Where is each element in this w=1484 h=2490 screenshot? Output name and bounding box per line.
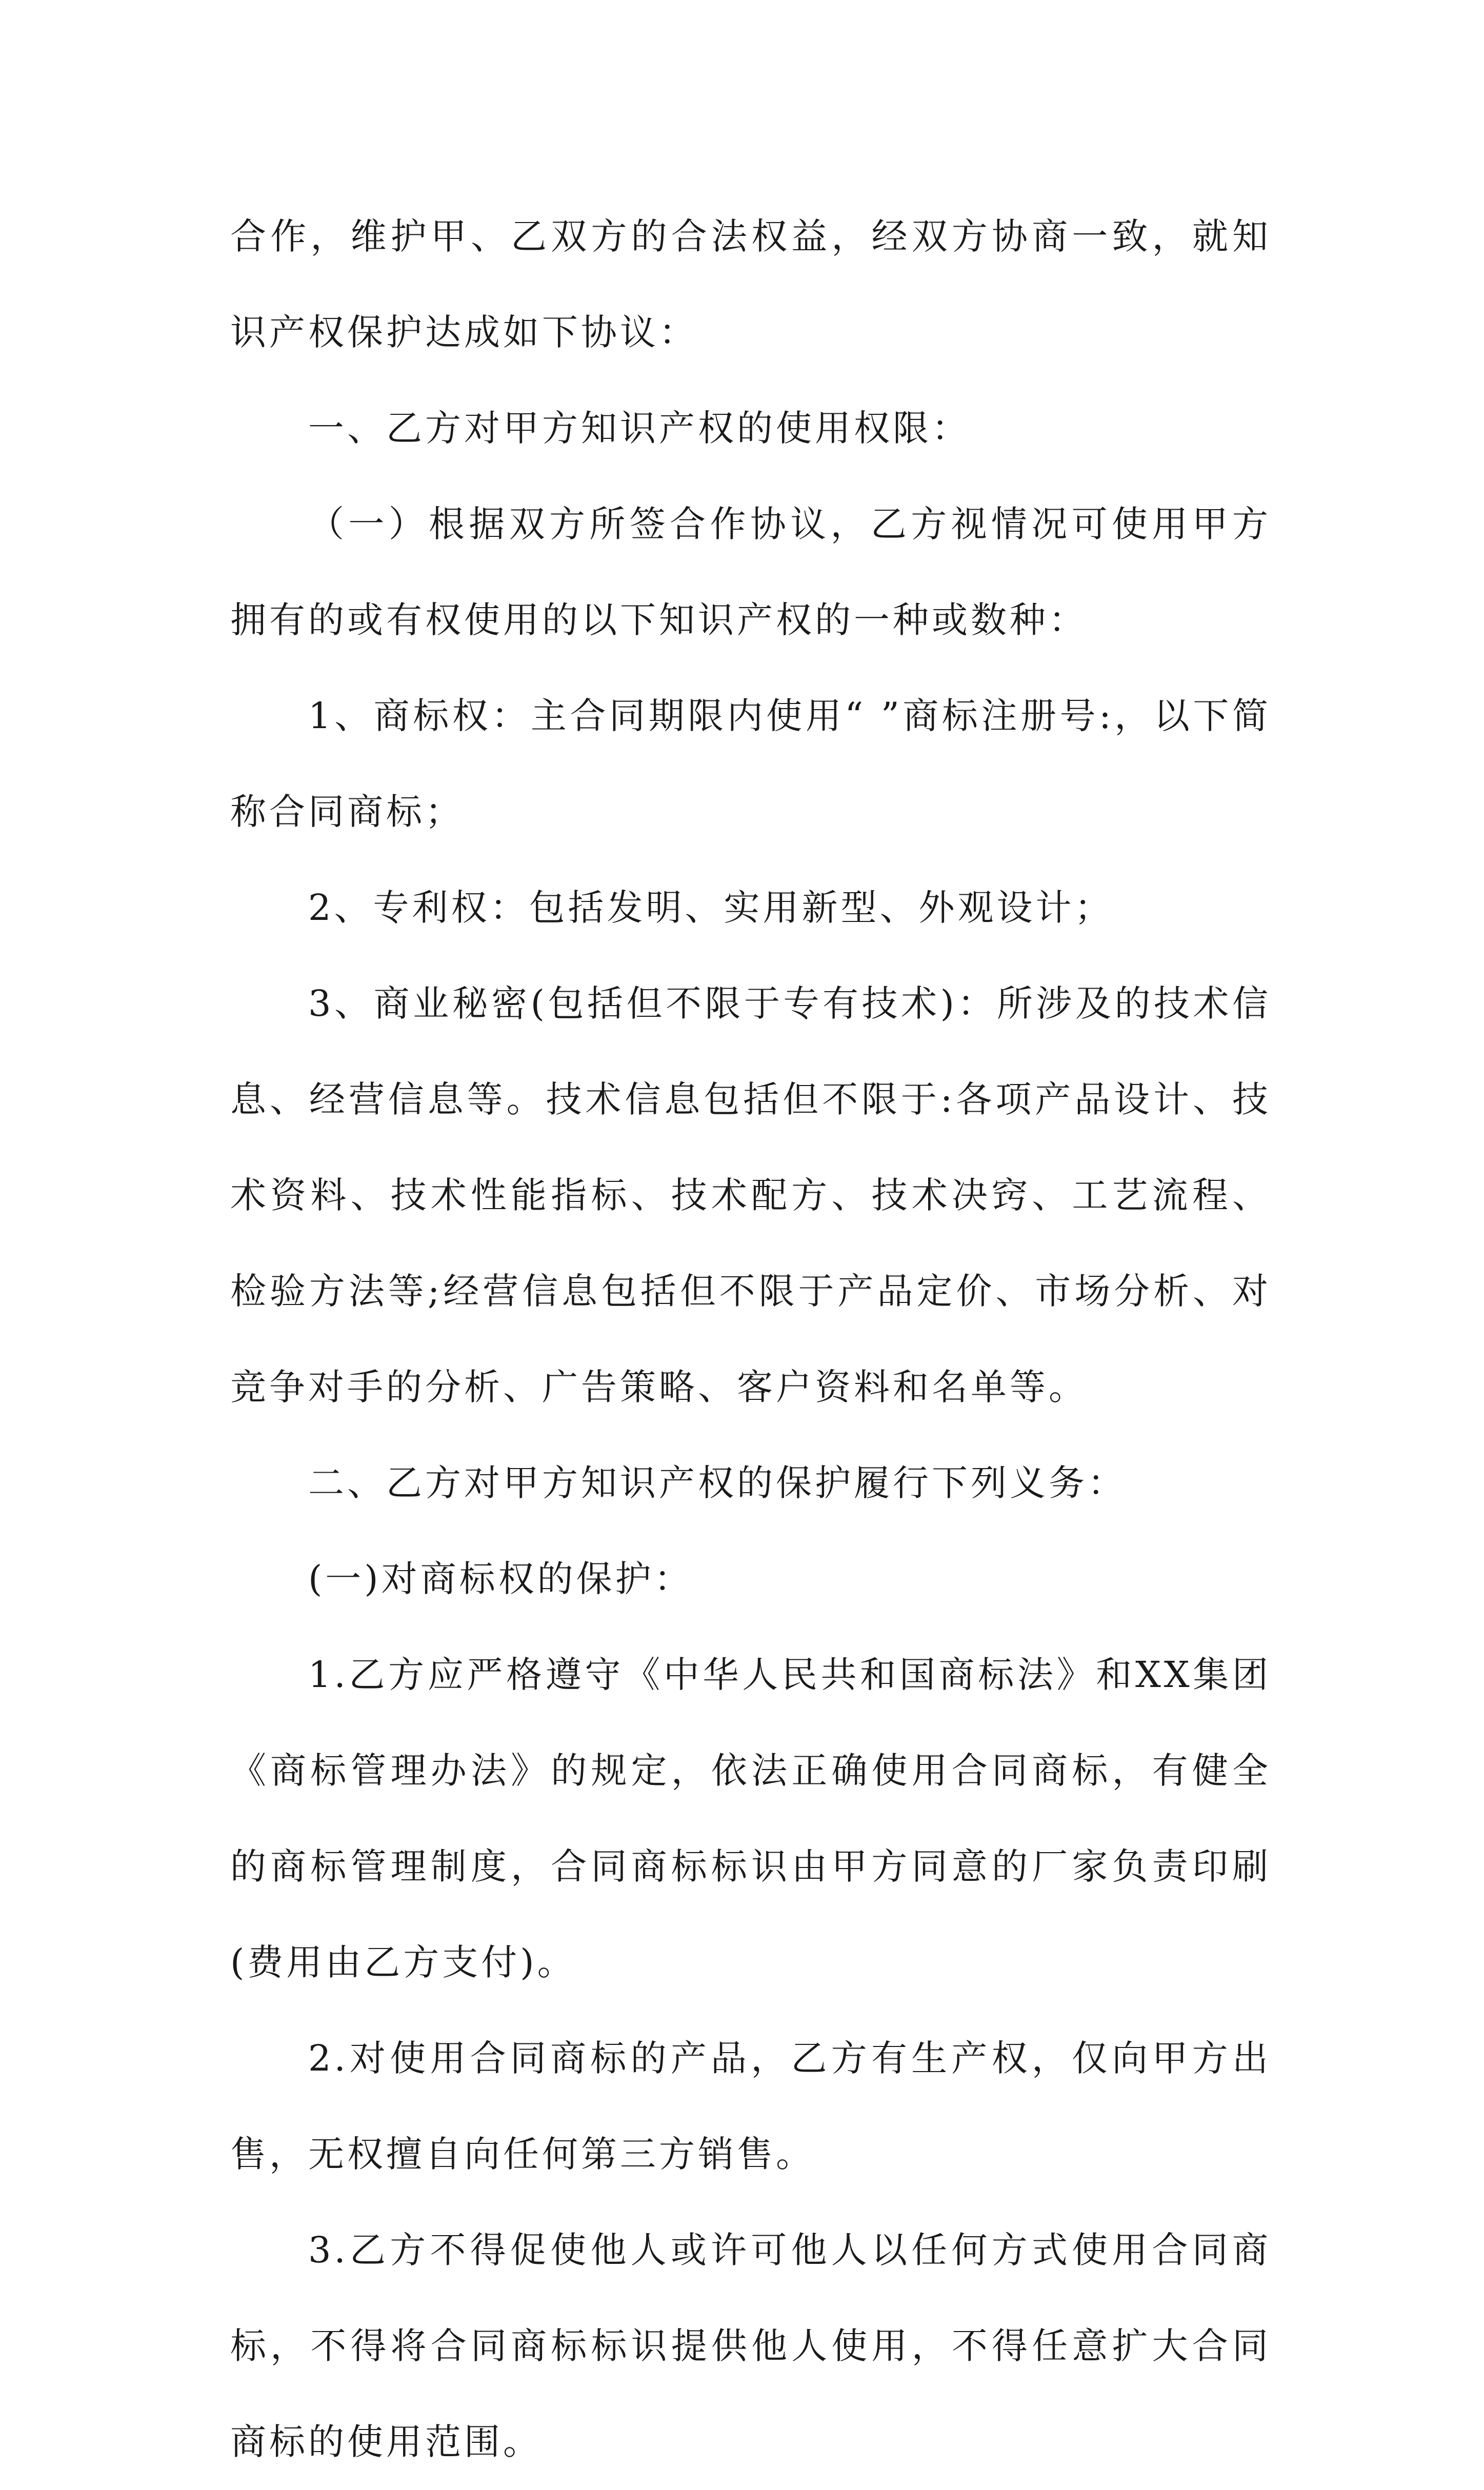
list-item-trade-secret: 3、商业秘密(包括但不限于专有技术)：所涉及的技术信息、经营信息等。技术信息包括但不限于:各项产品设计、技术资料、技术性能指标、技术配方、技术决窍、工艺流程、检验方法等;经营信息包括但不限于产品定价、市场分析、对竞争对手的分析、广告策略、客户资料和名单等。: [230, 982, 1271, 1408]
list-item-patent: 2、专利权：包括发明、实用新型、外观设计；: [308, 887, 1114, 929]
paragraph-obligation-1: 1.乙方应严格遵守《中华人民共和国商标法》和XX集团《商标管理办法》的规定，依法正确使用合同商标，有健全的商标管理制度，合同商标标识由甲方同意的厂家负责印刷(费用由乙方支付)。: [230, 1654, 1271, 1983]
paragraph-obligation-2: 2.对使用合同商标的产品，乙方有生产权，仅向甲方出售，无权擅自向任何第三方销售。: [230, 2037, 1271, 2175]
list-item-trademark: 1、商标权：主合同期限内使用“ ”商标注册号:，以下简称合同商标；: [230, 695, 1271, 833]
subsection-heading-trademark-protection: (一)对商标权的保护：: [308, 1558, 693, 1600]
paragraph-obligation-3: 3.乙方不得促使他人或许可他人以任何方式使用合同商标，不得将合同商标标识提供他人使用，不得任意扩大合同商标的使用范围。: [230, 2229, 1271, 2463]
section-heading-usage-rights: 一、乙方对甲方知识产权的使用权限：: [308, 407, 971, 449]
section-heading-obligations: 二、乙方对甲方知识产权的保护履行下列义务：: [308, 1462, 1127, 1504]
document-body: [230, 189, 1271, 2490]
paragraph-intro-continued: 合作，维护甲、乙双方的合法权益，经双方协商一致，就知识产权保护达成如下协议：: [230, 215, 1271, 353]
paragraph-clause-1: （一）根据双方所签合作协议，乙方视情况可使用甲方拥有的或有权使用的以下知识产权的一种或数种：: [230, 503, 1271, 641]
